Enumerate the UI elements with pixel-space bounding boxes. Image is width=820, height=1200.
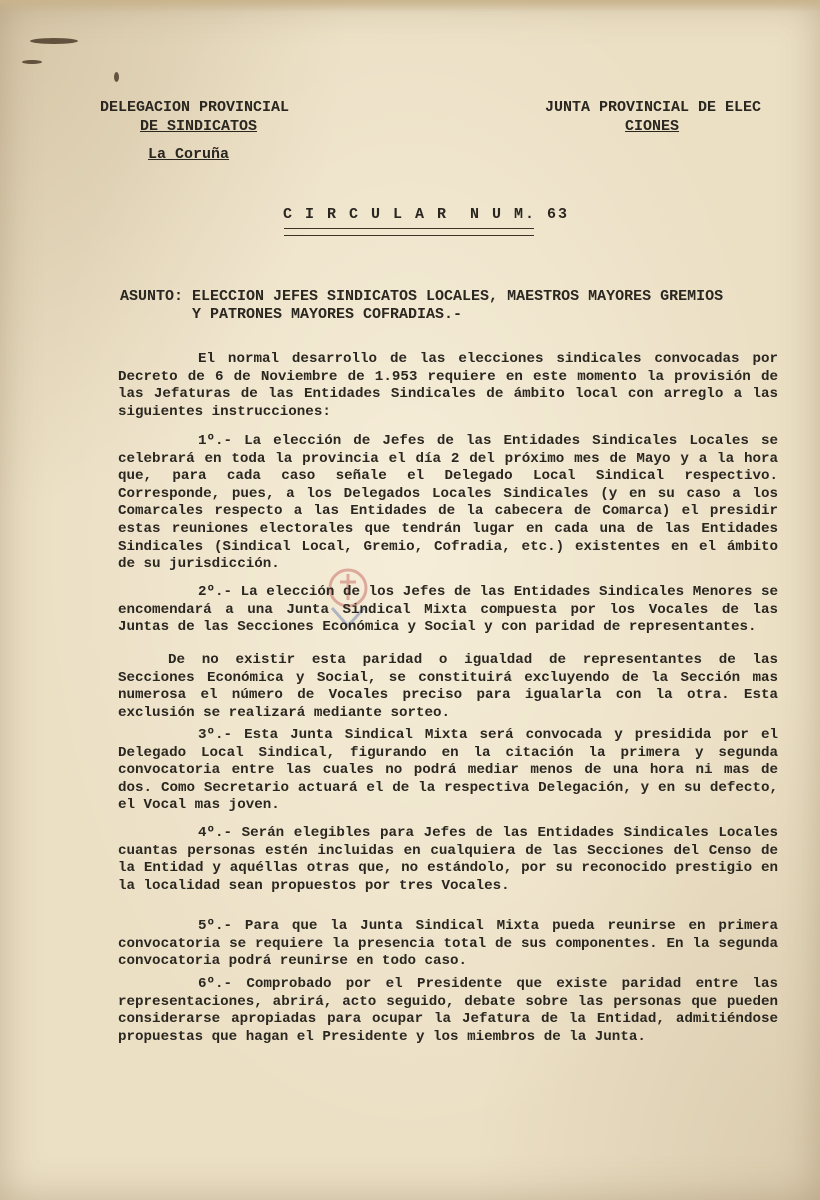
- recipient-line-2: CIONES: [625, 118, 680, 135]
- recipient-line-1: JUNTA PROVINCIAL DE ELEC: [545, 99, 762, 116]
- issuer-line-1: DELEGACION PROVINCIAL: [100, 99, 290, 116]
- subject-block: [120, 288, 780, 324]
- subject-line-1: ASUNTO: ELECCION JEFES SINDICATOS LOCALES, MAESTROS MAYORES GREMIOS: [120, 288, 724, 305]
- issuer-line-2: DE SINDICATOS: [140, 118, 258, 135]
- instruction-3: [118, 727, 778, 815]
- ink-smudge: [114, 72, 119, 82]
- instruction-2: [118, 584, 778, 637]
- recipient-header: [545, 98, 761, 136]
- city-heading: [148, 146, 229, 163]
- instruction-2-text: 2º.- La elección de los Jefes de las Entidades Sindicales Menores se encomendará a una Junta Sindical Mixta compuesta por los Vocales de las Juntas de las Secciones Económica y Social y con paridad de representantes.: [118, 584, 778, 636]
- instruction-5: [118, 918, 778, 971]
- intro-paragraph: [118, 351, 778, 421]
- instruction-3-text: 3º.- Esta Junta Sindical Mixta será convocada y presidida por el Delegado Local Sindical, figurando en la citación la primera y segunda convocatoria entre las cuales no podrá mediar menos de una hora ni mas de dos. Como Secretario actuará el de la respectiva Delegación, y en su defecto, el Vocal mas joven.: [118, 727, 778, 814]
- instruction-2-continued: [118, 652, 778, 722]
- instruction-4-text: 4º.- Serán elegibles para Jefes de las Entidades Sindicales Locales cuantas personas estén incluidas en cualquiera de las Secciones del Censo de la Entidad y aquéllas otras que, no estándolo, por su reconocido prestigio en la localidad sean propuestos por tres Vocales.: [118, 825, 778, 894]
- issuer-header: [100, 98, 289, 136]
- instruction-1-text: 1º.- La elección de Jefes de las Entidades Sindicales Locales se celebrará en toda la provincia el día 2 del próximo mes de Mayo y a la hora que, para cada caso señale el Delegado Local Sindical respectivo. Corresponde, pues, a los Delegados Locales Sindicales (y en su caso a los Comarcales respecto a las Entidades de la cabecera de Comarca) el presidir estas reuniones electorales que tendrán lugar en cada una de las Entidades Sindicales (Sindical Local, Gremio, Cofradia, etc.) existentes en el ámbito de su jurisdicción.: [118, 433, 778, 573]
- intro-text: El normal desarrollo de las elecciones sindicales convocadas por Decreto de 6 de Noviembre de 1.953 requiere en este momento la provisión de las Jefaturas de las Entidades Sindicales de ámbito local con arreglo a las siguientes instrucciones:: [118, 351, 778, 420]
- instruction-1: [118, 433, 778, 574]
- instruction-5-text: 5º.- Para que la Junta Sindical Mixta pueda reunirse en primera convocatoria se requiere la presencia total de sus componentes. En la segunda convocatoria podrá reunirse en todo caso.: [118, 918, 778, 970]
- ink-smudge: [30, 38, 78, 44]
- instruction-2b-text: De no existir esta paridad o igualdad de representantes de las Secciones Económica y Social, se constituirá excluyendo de la Sección mas numerosa el número de Vocales preciso para igualarla con la otra. Esta exclusión se realizará mediante sorteo.: [118, 652, 778, 721]
- paper-edge: [0, 0, 820, 12]
- circular-title: C I R C U L A R N U M. 63: [283, 206, 570, 223]
- title-underline: [284, 228, 534, 236]
- instruction-6-text: 6º.- Comprobado por el Presidente que existe paridad entre las representaciones, abrirá, acto seguido, debate sobre las personas que pueden considerarse apropiadas para ocupar la Jefatura de la Entidad, admitiéndose propuestas que hagan el Presidente y los miembros de la Junta.: [118, 976, 778, 1045]
- instruction-6: [118, 976, 778, 1046]
- instruction-4: [118, 825, 778, 895]
- ink-smudge: [22, 60, 42, 64]
- city-name: La Coruña: [148, 146, 230, 163]
- subject-line-2: Y PATRONES MAYORES COFRADIAS.-: [120, 306, 463, 323]
